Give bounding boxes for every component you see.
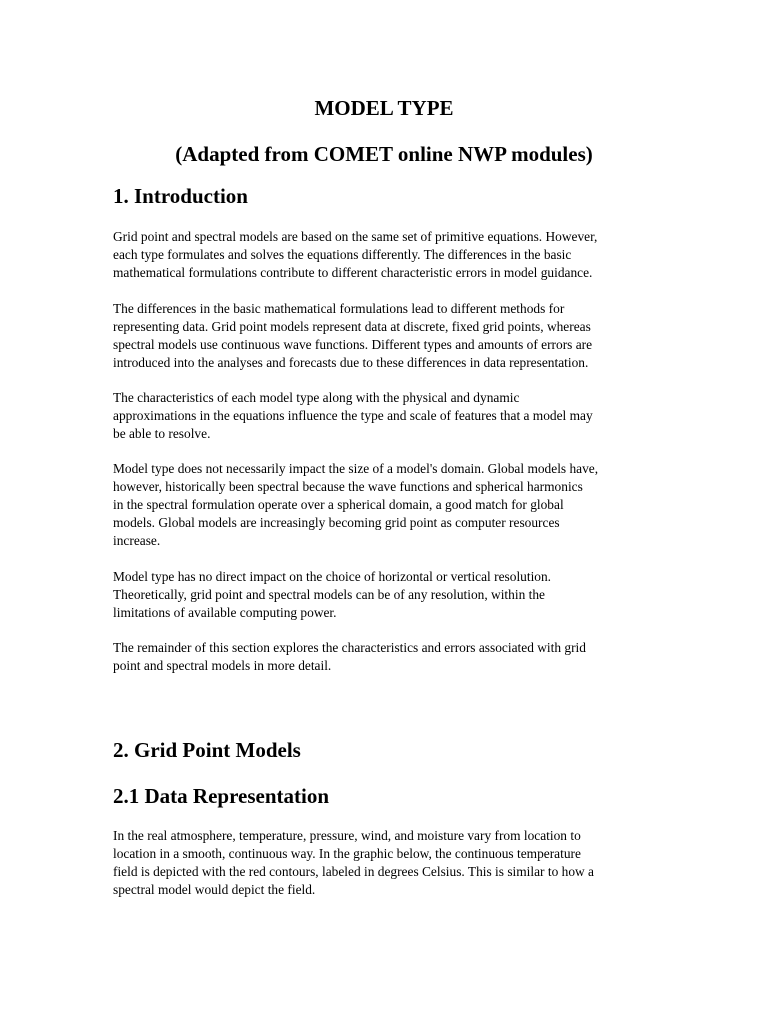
text-line: The remainder of this section explores the characteristics and errors associated with grid — [113, 640, 586, 655]
text-line: spectral models use continuous wave functions. Different types and amounts of errors are — [113, 336, 593, 352]
section-heading-introduction: 1. Introduction — [113, 184, 248, 208]
text-line: be able to resolve. — [113, 425, 211, 441]
intro-paragraph-6 — [113, 639, 658, 675]
text-line: In the real atmosphere, temperature, pressure, wind, and moisture vary from location to — [113, 828, 581, 843]
text-line: Model type does not necessarily impact the size of a model's domain. Global models have, — [113, 461, 599, 476]
text-line: location in a smooth, continuous way. In the graphic below, the continuous temperature — [113, 845, 581, 861]
text-line: point and spectral models in more detail. — [113, 657, 332, 673]
intro-paragraph-1 — [113, 228, 658, 282]
text-line: representing data. Grid point models represent data at discrete, fixed grid points, whereas — [113, 318, 591, 334]
intro-paragraph-4 — [113, 460, 658, 550]
document-subtitle: (Adapted from COMET online NWP modules) — [175, 142, 593, 166]
text-line: each type formulates and solves the equations differently. The differences in the basic — [113, 246, 572, 262]
section-heading-grid-point-models: 2. Grid Point Models — [113, 738, 301, 762]
data-representation-paragraph — [113, 827, 658, 899]
text-line: models. Global models are increasingly becoming grid point as computer resources — [113, 514, 560, 530]
text-line: field is depicted with the red contours, labeled in degrees Celsius. This is similar to how a — [113, 863, 594, 879]
text-line: introduced into the analyses and forecasts due to these differences in data representation. — [113, 354, 589, 370]
text-line: The characteristics of each model type along with the physical and dynamic — [113, 390, 520, 405]
text-line: mathematical formulations contribute to different characteristic errors in model guidance. — [113, 264, 593, 280]
text-line: Grid point and spectral models are based on the same set of primitive equations. However, — [113, 229, 598, 244]
text-line: spectral model would depict the field. — [113, 881, 316, 897]
text-line: Model type has no direct impact on the choice of horizontal or vertical resolution. — [113, 569, 552, 584]
intro-paragraph-2 — [113, 300, 658, 372]
text-line: Theoretically, grid point and spectral models can be of any resolution, within the — [113, 586, 545, 602]
text-line: however, historically been spectral because the wave functions and spherical harmonics — [113, 478, 583, 494]
section-heading-data-representation: 2.1 Data Representation — [113, 784, 330, 808]
intro-paragraph-3 — [113, 389, 658, 443]
text-line: increase. — [113, 532, 161, 548]
text-line: limitations of available computing power. — [113, 604, 337, 620]
text-line: approximations in the equations influence the type and scale of features that a model may — [113, 407, 593, 423]
intro-paragraph-5 — [113, 568, 658, 622]
document-title: MODEL TYPE — [314, 96, 454, 120]
text-line: The differences in the basic mathematical formulations lead to different methods for — [113, 301, 565, 316]
text-line: in the spectral formulation operate over a spherical domain, a good match for global — [113, 496, 564, 512]
